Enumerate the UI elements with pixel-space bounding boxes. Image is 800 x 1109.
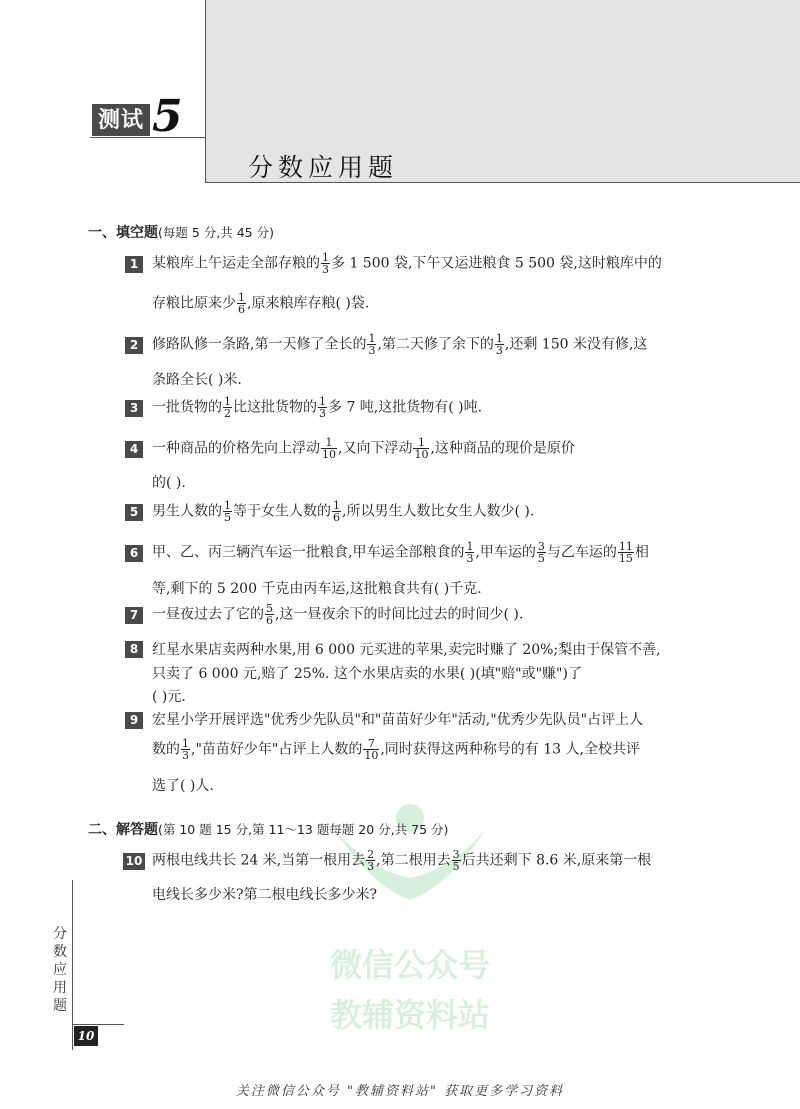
q6-f1-num: 1 <box>466 540 474 553</box>
question-10-line-2: 电线长多少米?第二根电线长多少米? <box>152 887 378 903</box>
question-3-number: 3 <box>125 400 143 417</box>
question-5-line-1 <box>152 500 534 523</box>
q5-fraction-2 <box>332 500 341 523</box>
footer-note: 关注微信公众号 "教辅资料站" 获取更多学习资料 <box>235 1084 565 1099</box>
q2-text-b: ,第二天修了余下的 <box>377 336 494 353</box>
q4-f1-num: 1 <box>321 437 337 449</box>
q4-fraction-2 <box>413 437 429 460</box>
q2-f2-den: 3 <box>495 344 503 357</box>
q7-f1-num: 5 <box>266 602 273 615</box>
question-8-line-1: 红星水果店卖两种水果,用 6 000 元买进的苹果,卖完时赚了 20%;梨由于保管不善, <box>152 642 661 658</box>
q10-f1-num: 2 <box>367 848 375 861</box>
q9-fraction-2 <box>363 738 379 761</box>
section1-title: 一、填空题 <box>88 225 158 241</box>
q4-f2-num: 1 <box>413 437 429 449</box>
q3-text-a: 一批货物的 <box>152 399 222 416</box>
q3-text-c: 多 7 吨,这批货物有( )吨. <box>328 399 483 416</box>
q1-f2-den: 6 <box>238 303 245 316</box>
q9-f2-den: 10 <box>364 749 379 762</box>
q3-f2-den: 3 <box>319 407 326 420</box>
q9-f2-num: 7 <box>363 738 379 750</box>
question-8-line-3: ( )元. <box>152 689 186 705</box>
page-number: 10 <box>74 1026 98 1046</box>
q6-f2-den: 5 <box>537 552 545 565</box>
page-title: 分数应用题 <box>248 153 399 182</box>
side-char-3: 应 <box>53 962 67 978</box>
watermark-line-1: 微信公众号 <box>329 946 490 984</box>
watermark-line-2: 教辅资料站 <box>329 996 490 1034</box>
q6-f1-den: 3 <box>466 552 474 565</box>
q1-f1-den: 3 <box>322 263 329 276</box>
q4-f2-den: 10 <box>414 448 429 461</box>
q9-f1-den: 3 <box>182 749 189 762</box>
q7-text-b: ,这一昼夜余下的时间比过去的时间少( ). <box>275 606 524 623</box>
question-8-line-2: 只卖了 6 000 元,赔了 25%. 这个水果店卖的水果( )(填"赔"或"赚")了 <box>152 666 582 682</box>
section1-note: (每题 5 分,共 45 分) <box>158 225 274 240</box>
question-5-number: 5 <box>125 504 143 521</box>
question-3-line-1 <box>152 396 482 419</box>
q9-text-a: 数的 <box>152 741 180 758</box>
side-char-4: 用 <box>53 980 67 996</box>
q6-text-d: 相 <box>634 544 649 561</box>
q5-f2-den: 6 <box>333 511 340 524</box>
question-7-line-1 <box>152 603 523 626</box>
question-4-line-2: 的( ). <box>152 475 186 491</box>
q3-text-b: 比这批货物的 <box>233 399 317 416</box>
page-number-rule <box>72 1024 124 1025</box>
question-9-number: 9 <box>125 712 143 729</box>
question-4-number: 4 <box>125 441 143 458</box>
q9-text-b: ,"苗苗好少年"占评上人数的 <box>191 741 363 758</box>
q6-text-a: 甲、乙、丙三辆汽车运一批粮食,甲车运全部粮食的 <box>152 544 465 561</box>
q6-f2-num: 3 <box>537 540 545 553</box>
test-word: 测试 <box>92 104 150 136</box>
q10-f2-den: 5 <box>452 860 460 873</box>
q10-text-c: 后共还剩下 8.6 米,原来第一根 <box>461 852 652 869</box>
q10-fraction-1 <box>366 849 375 872</box>
q3-fraction-1 <box>223 396 232 419</box>
q5-fraction-1 <box>223 500 232 523</box>
question-6-line-1 <box>152 541 649 564</box>
q3-fraction-2 <box>318 396 327 419</box>
q3-f1-den: 2 <box>224 407 231 420</box>
q6-fraction-2 <box>537 541 546 564</box>
test-number: 5 <box>152 91 183 142</box>
q9-text-c: ,同时获得这两种称号的有 13 人,全校共评 <box>380 741 640 758</box>
q4-text-b: ,又向下浮动 <box>338 440 413 457</box>
q7-f1-den: 6 <box>266 614 273 627</box>
q5-f1-num: 1 <box>224 499 231 512</box>
q4-f1-den: 10 <box>322 448 336 461</box>
question-1-line-2 <box>152 292 369 315</box>
q5-f2-num: 1 <box>333 499 340 512</box>
q1-text-c: 存粮比原来少 <box>152 295 236 312</box>
question-6-line-2: 等,剩下的 5 200 千克由丙车运,这批粮食共有( )千克. <box>152 581 482 597</box>
q2-f1-den: 3 <box>368 344 376 357</box>
q2-fraction-1 <box>367 333 376 356</box>
question-1-line-1 <box>152 252 662 275</box>
q3-f1-num: 1 <box>224 395 231 408</box>
question-4-line-1 <box>152 437 575 460</box>
q4-text-c: ,这种商品的现价是原价 <box>430 440 575 457</box>
q2-text-a: 修路队修一条路,第一天修了全长的 <box>152 336 367 353</box>
q10-f2-num: 3 <box>452 848 460 861</box>
section2-heading <box>88 819 448 839</box>
q9-fraction-1 <box>181 738 190 761</box>
question-8-number: 8 <box>125 641 143 658</box>
q5-text-b: 等于女生人数的 <box>233 503 331 520</box>
question-2-line-1 <box>152 333 647 356</box>
q2-f1-num: 1 <box>368 332 376 345</box>
q4-text-a: 一种商品的价格先向上浮动 <box>152 440 320 457</box>
question-10-number: 10 <box>123 853 145 870</box>
q10-f1-den: 3 <box>367 860 375 873</box>
q4-fraction-1 <box>321 437 337 460</box>
q1-text-b: 多 1 500 袋,下午又运进粮食 5 500 袋,这时粮库中的 <box>331 255 662 272</box>
q1-text-a: 某粮库上午运走全部存粮的 <box>152 255 320 272</box>
question-2-line-2: 条路全长( )米. <box>152 372 242 388</box>
question-1-number: 1 <box>125 256 143 273</box>
side-char-1: 分 <box>53 926 67 942</box>
q10-text-a: 两根电线共长 24 米,当第一根用去 <box>152 852 366 869</box>
q9-f1-num: 1 <box>182 737 189 750</box>
q7-fraction-1 <box>265 603 274 626</box>
q1-fraction-2 <box>237 292 246 315</box>
q5-text-a: 男生人数的 <box>152 503 222 520</box>
q10-text-b: ,第二根用去 <box>376 852 451 869</box>
question-9-line-3: 选了( )人. <box>152 778 214 794</box>
side-char-2: 数 <box>53 944 67 960</box>
side-chapter-label <box>53 925 69 1015</box>
test-label <box>92 91 183 142</box>
question-6-number: 6 <box>125 545 143 562</box>
section2-note: (第 10 题 15 分,第 11～13 题每题 20 分,共 75 分) <box>158 822 449 837</box>
question-9-line-2 <box>152 738 640 761</box>
question-2-number: 2 <box>125 337 143 354</box>
q6-fraction-3 <box>618 541 634 564</box>
q2-text-c: ,还剩 150 米没有修,这 <box>504 336 648 353</box>
q3-f2-num: 1 <box>319 395 326 408</box>
q1-f1-num: 1 <box>322 251 329 264</box>
section2-title: 二、解答题 <box>88 822 158 838</box>
q6-fraction-1 <box>465 541 474 564</box>
q6-text-c: 与乙车运的 <box>546 544 617 561</box>
q6-f3-den: 15 <box>618 552 633 565</box>
question-9-line-1: 宏星小学开展评选"优秀少先队员"和"苗苗好少年"活动,"优秀少先队员"占评上人 <box>152 712 644 728</box>
q2-f2-num: 1 <box>495 332 503 345</box>
question-10-line-1 <box>152 849 651 872</box>
q6-text-b: ,甲车运的 <box>475 544 536 561</box>
q10-fraction-2 <box>452 849 461 872</box>
q5-f1-den: 5 <box>224 511 231 524</box>
q1-f2-num: 1 <box>238 291 245 304</box>
q1-text-d: ,原来粮库存粮( )袋. <box>247 295 370 312</box>
q5-text-c: ,所以男生人数比女生人数少( ). <box>342 503 535 520</box>
q7-text-a: 一昼夜过去了它的 <box>152 606 264 623</box>
question-7-number: 7 <box>125 607 143 624</box>
q2-fraction-2 <box>495 333 504 356</box>
side-char-5: 题 <box>53 998 67 1014</box>
section1-heading <box>88 222 274 242</box>
q1-fraction-1 <box>321 252 330 275</box>
q6-f3-num: 11 <box>618 540 633 553</box>
test-underline <box>90 137 205 138</box>
